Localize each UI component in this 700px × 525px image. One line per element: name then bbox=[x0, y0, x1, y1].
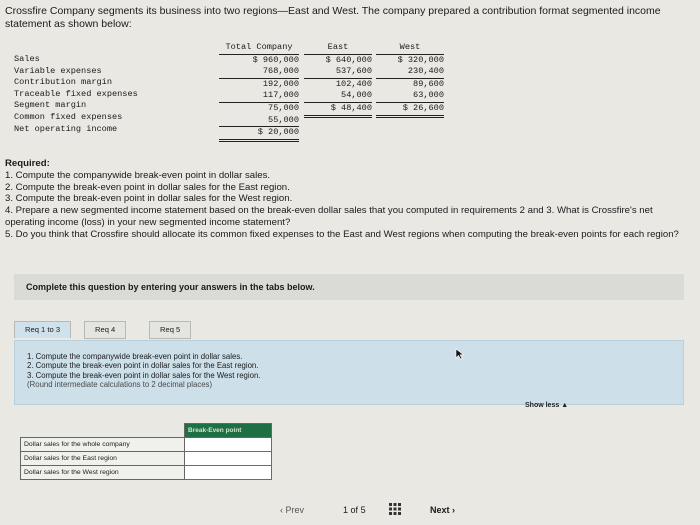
grid-icon[interactable] bbox=[389, 503, 401, 515]
column-east bbox=[304, 42, 372, 118]
next-label: Next bbox=[430, 505, 450, 515]
row-label-east: Dollar sales for the East region bbox=[21, 452, 185, 466]
cell-east-sales: $ 640,000 bbox=[325, 54, 372, 65]
page-indicator bbox=[343, 505, 366, 515]
rounding-note: (Round intermediate calculations to 2 decimal places) bbox=[27, 380, 213, 390]
row-label-west: Dollar sales for the West region bbox=[21, 466, 185, 480]
requirement-item: 1. Compute the companywide break-even point in dollar sales. bbox=[5, 169, 271, 181]
show-less-link[interactable] bbox=[525, 402, 568, 409]
cell-west-traceable: 63,000 bbox=[376, 90, 444, 103]
requirement-item: 2. Compute the break-even point in dollar sales for the East region. bbox=[5, 181, 290, 193]
table-row bbox=[21, 438, 272, 452]
row-label-net-operating-income: Net operating income bbox=[14, 123, 118, 134]
column-total-company bbox=[219, 42, 299, 142]
table-header-row bbox=[21, 424, 272, 438]
column-header-break-even: Break-Even point bbox=[185, 424, 272, 438]
row-label-common-fixed: Common fixed expenses bbox=[14, 111, 123, 122]
row-label-segment-margin: Segment margin bbox=[14, 100, 87, 111]
cell-east-cm: 102,400 bbox=[335, 78, 372, 89]
next-button[interactable] bbox=[430, 505, 455, 515]
cell-east-traceable: 54,000 bbox=[304, 90, 372, 103]
cell-total-traceable: 117,000 bbox=[219, 90, 299, 103]
row-label-whole-company: Dollar sales for the whole company bbox=[21, 438, 185, 452]
panel-line: 1. Compute the companywide break-even point in dollar sales. bbox=[27, 352, 243, 361]
requirements-heading: Required: bbox=[5, 158, 50, 169]
cell-total-variable: 768,000 bbox=[219, 66, 299, 79]
chevron-right-icon: › bbox=[452, 505, 456, 515]
page-of: of bbox=[350, 505, 359, 515]
prev-label: Prev bbox=[285, 505, 305, 515]
cell-total-sales: $ 960,000 bbox=[252, 54, 299, 65]
column-west bbox=[376, 42, 444, 118]
instruction-panel bbox=[14, 340, 684, 405]
requirement-item: 3. Compute the break-even point in dollar sales for the West region. bbox=[5, 193, 293, 205]
break-even-answer-table bbox=[20, 423, 272, 480]
problem-intro: Crossfire Company segments its business into two regions—East and West. The company prepared a contribution format segmented income statement as shown below: bbox=[5, 5, 661, 30]
requirement-item: 4. Prepare a new segmented income statement based on the break-even dollar sales that you computed in requirements 2 and 3. What is Crossfire's net operating income (loss) in your new segmented income statement? bbox=[5, 205, 653, 228]
cell-total-segment-margin: 75,000 bbox=[268, 102, 299, 113]
prev-button[interactable] bbox=[280, 505, 304, 515]
chevron-left-icon: ‹ bbox=[280, 505, 283, 515]
cell-west-cm: 89,600 bbox=[413, 78, 444, 89]
statement-row-labels bbox=[14, 54, 184, 135]
panel-line: 3. Compute the break-even point in dollar sales for the West region. bbox=[27, 370, 261, 380]
requirement-item: 5. Do you think that Crossfire should allocate its common fixed expenses to the East and West regions when computing the break-even points for each region? bbox=[5, 228, 679, 240]
column-header-east: East bbox=[304, 42, 372, 55]
tab-req-1-to-3[interactable]: Req 1 to 3 bbox=[14, 321, 71, 338]
current-page: 1 bbox=[343, 505, 349, 515]
row-label-traceable-fixed: Traceable fixed expenses bbox=[14, 88, 138, 99]
input-value bbox=[188, 454, 268, 464]
cell-total-cm: 192,000 bbox=[262, 78, 299, 89]
input-whole-company[interactable] bbox=[185, 438, 272, 452]
cell-total-noi: $ 20,000 bbox=[219, 127, 299, 142]
column-header-west: West bbox=[376, 42, 444, 55]
input-value bbox=[188, 468, 268, 478]
table-row bbox=[21, 452, 272, 466]
column-header-total: Total Company bbox=[219, 42, 299, 55]
complete-banner: Complete this question by entering your answers in the tabs below. bbox=[14, 274, 684, 300]
pagination bbox=[280, 503, 680, 521]
total-pages: 5 bbox=[360, 505, 366, 515]
input-west-region[interactable] bbox=[185, 466, 272, 480]
row-label-variable-expenses: Variable expenses bbox=[14, 65, 102, 76]
row-label-contribution-margin: Contribution margin bbox=[14, 77, 112, 88]
panel-line: 2. Compute the break-even point in dollar sales for the East region. bbox=[27, 361, 259, 371]
tab-req-4[interactable]: Req 4 bbox=[84, 321, 126, 339]
input-east-region[interactable] bbox=[185, 452, 272, 466]
cell-total-common-fixed: 55,000 bbox=[219, 115, 299, 128]
cell-west-variable: 230,400 bbox=[376, 66, 444, 79]
show-less-label: Show less bbox=[525, 402, 560, 409]
cell-east-variable: 537,600 bbox=[304, 66, 372, 79]
header-blank-cell bbox=[21, 424, 185, 438]
tab-bar bbox=[14, 318, 684, 340]
requirements bbox=[5, 158, 695, 241]
cell-east-segment-margin: $ 48,400 bbox=[304, 103, 372, 118]
input-value bbox=[188, 440, 268, 450]
caret-up-icon: ▲ bbox=[561, 402, 569, 409]
cell-west-sales: $ 320,000 bbox=[397, 54, 444, 65]
table-row bbox=[21, 466, 272, 480]
row-label-sales: Sales bbox=[14, 54, 40, 64]
mouse-cursor-icon bbox=[455, 347, 465, 365]
cell-west-segment-margin: $ 26,600 bbox=[376, 103, 444, 118]
tab-req-5[interactable]: Req 5 bbox=[149, 321, 191, 339]
